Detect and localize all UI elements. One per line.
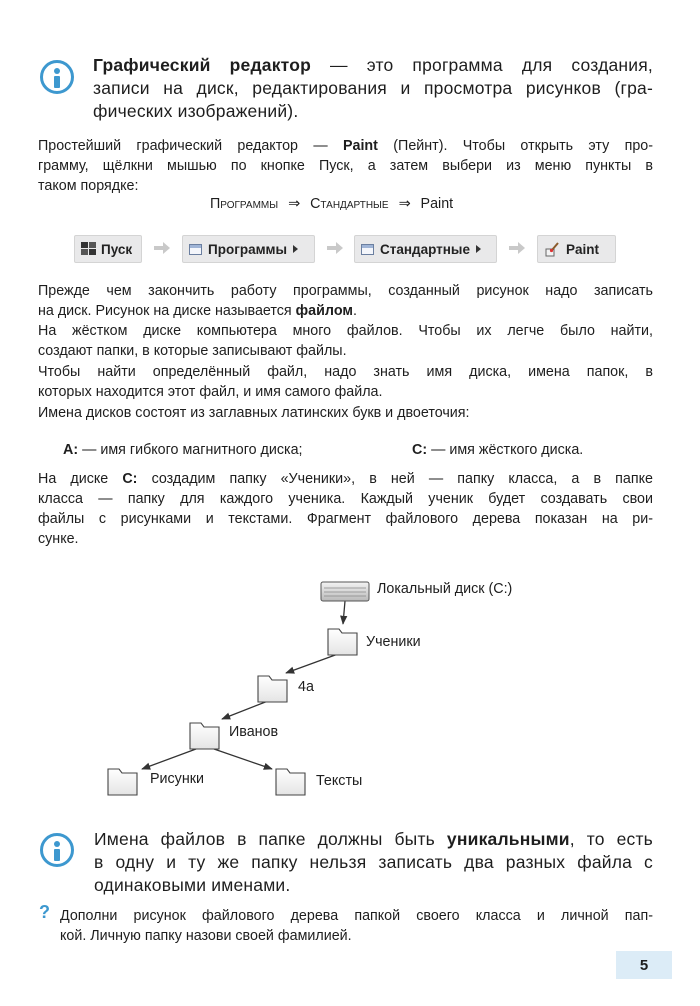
unique-names-line-2: в одну и ту же папку нельзя записать два разных файла с <box>94 852 653 872</box>
unique-names-line-3: одинаковыми именами. <box>94 875 291 895</box>
question-marker-icon: ? <box>39 902 50 922</box>
tree-label-texts: Тексты <box>316 773 363 789</box>
arrow-right-icon <box>326 241 344 255</box>
tree-label-pictures: Рисунки <box>150 771 204 787</box>
file-line-3: На жёстком диске компьютера много файлов. Чтобы их легче было найти, <box>38 323 653 339</box>
sequence-arrow-icon: ⇒ <box>398 196 411 212</box>
paint-intro-line-1: Простейший графический редактор — Paint (Пейнт). Чтобы открыть эту про- <box>38 138 653 154</box>
info-definition-line-2: записи на диск, редактирования и просмотра рисунков (гра- <box>93 78 653 98</box>
tree-label-disk: Локальный диск (C:) <box>377 581 513 597</box>
paint-intro-line-2: грамму, щёлкни мышью по кнопке Пуск, а затем выбери из меню пункты в <box>38 158 653 174</box>
menu-item-standard[interactable] <box>354 235 497 263</box>
unique-names-note <box>94 828 653 897</box>
tree-intro-line-4: сунке. <box>38 531 79 547</box>
folder-icon <box>190 723 219 749</box>
task-paragraph <box>60 906 653 946</box>
menu-item-programs[interactable] <box>182 235 315 263</box>
page-number: 5 <box>616 951 672 979</box>
tree-arrow <box>222 701 268 719</box>
standard-folder-icon <box>361 244 374 255</box>
info-term: Графический редактор <box>93 55 311 75</box>
file-line-7: Имена дисков состоят из заглавных латинских букв и двоеточия: <box>38 405 470 421</box>
start-button[interactable] <box>74 235 142 263</box>
paint-brush-icon <box>544 241 560 257</box>
task-line-1: Дополни рисунок файлового дерева папкой своего класса и личной пап- <box>60 908 653 924</box>
info-icon <box>40 833 74 867</box>
disk-c-letter: C: <box>412 442 428 458</box>
file-paragraph <box>38 281 653 423</box>
folder-icon <box>276 769 305 795</box>
tree-arrow <box>343 601 345 624</box>
arrow-right-icon <box>153 241 171 255</box>
menu-item-paint-label: Paint <box>566 241 600 257</box>
file-line-4: создают папки, в которые записывают файлы. <box>38 343 347 359</box>
info-definition-block <box>93 54 653 123</box>
task-line-2: кой. Личную папку назови своей фамилией. <box>60 928 352 944</box>
tree-label-students: Ученики <box>366 634 421 650</box>
folder-icon <box>328 629 357 655</box>
file-line-1: Прежде чем закончить работу программы, созданный рисунок надо записать <box>38 283 653 299</box>
unique-names-line-1: Имена файлов в папке должны быть уникальными, то есть <box>94 829 653 849</box>
info-definition-line-3: фических изображений). <box>93 101 299 121</box>
menu-item-programs-label: Программы <box>208 241 288 257</box>
hard-disk-icon <box>321 582 369 601</box>
menu-item-paint[interactable] <box>537 235 616 263</box>
windows-logo-icon <box>81 242 97 256</box>
paint-intro-paragraph <box>38 136 653 196</box>
submenu-arrow-icon <box>476 245 481 253</box>
tree-arrow <box>142 749 196 769</box>
start-button-label: Пуск <box>101 241 133 257</box>
info-definition-line-1: Графический редактор — это программа для создания, <box>93 55 653 75</box>
disk-a-description: A: — имя гибкого магнитного диска; <box>63 442 303 458</box>
file-line-6: которых находится этот файл, и имя самого файла. <box>38 384 383 400</box>
programs-folder-icon <box>189 244 202 255</box>
paint-intro-line-3: таком порядке: <box>38 178 139 194</box>
tree-arrow <box>286 654 338 673</box>
tree-intro-paragraph <box>38 469 653 549</box>
tree-intro-line-2: класса — папку для каждого ученика. Каждый ученик будет создавать свои <box>38 491 653 507</box>
menu-sequence <box>210 194 453 214</box>
menu-item-standard-label: Стандартные <box>380 241 470 257</box>
sequence-paint: Paint <box>420 196 454 212</box>
arrow-right-icon <box>508 241 526 255</box>
submenu-arrow-icon <box>293 245 298 253</box>
tree-label-class: 4а <box>298 679 314 695</box>
disk-c-description: C: — имя жёсткого диска. <box>412 442 584 458</box>
file-line-5: Чтобы найти определённый файл, надо знать имя диска, имена папок, в <box>38 364 653 380</box>
file-line-2: на диск. Рисунок на диске называется файлом. <box>38 303 357 319</box>
info-icon <box>40 60 74 94</box>
disk-a-letter: A: <box>63 442 79 458</box>
tree-label-pupil: Иванов <box>229 724 279 740</box>
tree-intro-line-1: На диске C: создадим папку «Ученики», в ней — папку класса, а в папке <box>38 471 653 487</box>
sequence-programs: Программы <box>210 196 279 212</box>
sequence-arrow-icon: ⇒ <box>288 196 301 212</box>
tree-intro-line-3: файлы с рисунками и текстами. Фрагмент файлового дерева показан на ри- <box>38 511 653 527</box>
sequence-standard: Стандартные <box>310 196 389 212</box>
folder-icon <box>108 769 137 795</box>
folder-icon <box>258 676 287 702</box>
tree-arrow <box>214 749 272 769</box>
